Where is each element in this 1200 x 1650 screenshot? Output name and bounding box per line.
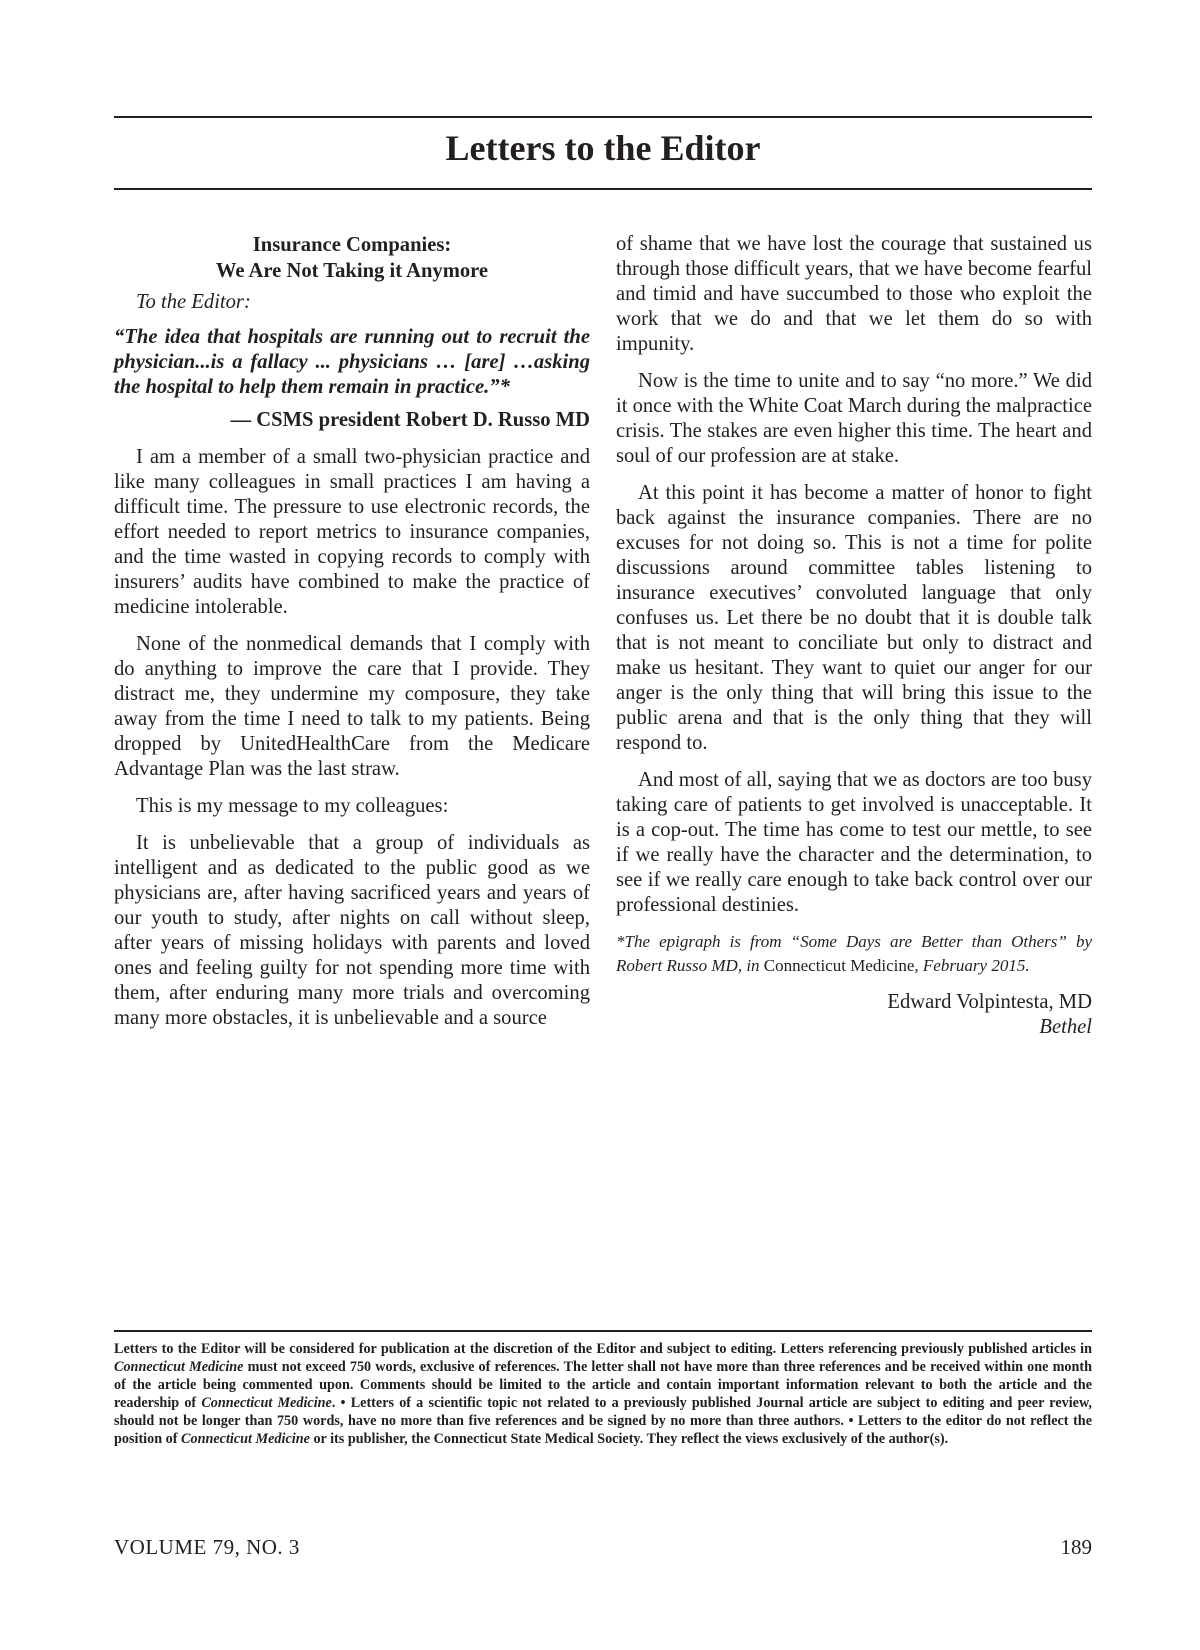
policy-text: or its publisher, the Connecticut State Medical Society. They reflect the views exclusively of the author(s). [309,1431,949,1447]
salutation: To the Editor: [136,291,251,313]
header-top-rule [114,116,1092,118]
epigraph-footnote [616,930,1092,978]
footnote-journal: Connecticut Medicine [763,956,915,975]
volume-issue: VOLUME 79, NO. 3 [114,1535,300,1559]
policy-journal-name: Connecticut Medicine [201,1395,332,1411]
header-bottom-rule [114,188,1092,190]
editorial-policy-note [114,1340,1092,1448]
footer-rule [114,1330,1092,1332]
body-paragraph: This is my message to my colleagues: [136,795,449,817]
body-paragraph: And most of all, saying that we as doctors are too busy taking care of patients to get involved is unacceptable. It is a cop-out. The time has come to test our mettle, to see if we really have the character and the determination, to see if we really care enough to take back control over our professional destinies. [616,769,1092,916]
footnote-date: , February 2015. [914,956,1030,975]
policy-journal-name: Connecticut Medicine [181,1431,310,1447]
page-title: Letters to the Editor [445,128,761,168]
signature-name: Edward Volpintesta, MD [887,991,1092,1013]
body-paragraph: of shame that we have lost the courage that sustained us through those difficult years, that we have become fearful and timid and have succumbed to those who exploit the work that we do and that we let them do so with impunity. [616,233,1092,355]
policy-journal-name: Connecticut Medicine [114,1359,244,1375]
body-paragraph: None of the nonmedical demands that I comply with do anything to improve the care that I provide. They distract me, they undermine my composure, they take away from the time I need to talk to my patients. Being dropped by UnitedHealthCare from the Medicare Advantage Plan was the last straw. [114,633,590,780]
policy-text: . • Letters of a scientific topic not related to a previously published Journal article are subject to editing and peer review, should not be longer than 750 words, have no more than five references and be signed by no more than three authors. • Letters to the editor do not reflect the position of [114,1395,1092,1447]
epigraph: “The idea that hospitals are running out to recruit the physician...is a fallacy ... physicians … [are] …asking the hospital to help them remain in practice.”* [114,326,590,398]
left-column [114,232,590,1031]
body-paragraph: At this point it has become a matter of honor to fight back against the insurance companies. There are no excuses for not doing so. This is not a time for polite discussions around committee tables listening to insurance executives’ convoluted language that only confuses us. Let there be no doubt that it is double talk that is not meant to conciliate but only to distract and make us hesitant. They want to quiet our anger for our anger is the only thing that will bring this issue to the public arena and that is the only thing that they will respond to. [616,482,1092,754]
page-number: 189 [1060,1535,1092,1559]
body-paragraph: I am a member of a small two-physician practice and like many colleagues in small practices I am having a difficult time. The pressure to use electronic records, the effort needed to report metrics to insurance companies, and the time wasted in copying records to comply with insurers’ audits have combined to make the practice of medicine intolerable. [114,446,590,618]
policy-text: Letters to the Editor will be considered for publication at the discretion of the Editor and subject to editing. Letters referencing previously published articles in [114,1341,1092,1357]
epigraph-attribution: — CSMS president Robert D. Russo MD [230,409,590,431]
right-column [616,232,1092,1040]
letter-title-line-1: Insurance Companies: [252,234,452,256]
signature-city: Bethel [1039,1016,1092,1038]
body-paragraph: It is unbelievable that a group of individuals as intelligent and as dedicated to the public good as we physicians are, after having sacrificed years and years of our youth to study, after nights on call without sleep, after years of missing holidays with parents and loved ones and feeling guilty for not spending more time with them, after enduring many more trials and overcoming many more obstacles, it is unbelievable and a source [114,832,590,1029]
letter-title-line-2: We Are Not Taking it Anymore [215,260,489,282]
letter-title [114,232,590,284]
footnote-text: *The epigraph is from “Some Days are Better than Others” by Robert Russo MD, in [616,932,1092,975]
policy-text: must not exceed 750 words, exclusive of references. The letter shall not have more than three references and be received within one month of the article being commented upon. Comments should be limited to the article and contain important information relevant to both the article and the readership of [114,1359,1092,1411]
body-paragraph: Now is the time to unite and to say “no more.” We did it once with the White Coat March during the malpractice crisis. The stakes are even higher this time. The heart and soul of our profession are at stake. [616,370,1092,467]
